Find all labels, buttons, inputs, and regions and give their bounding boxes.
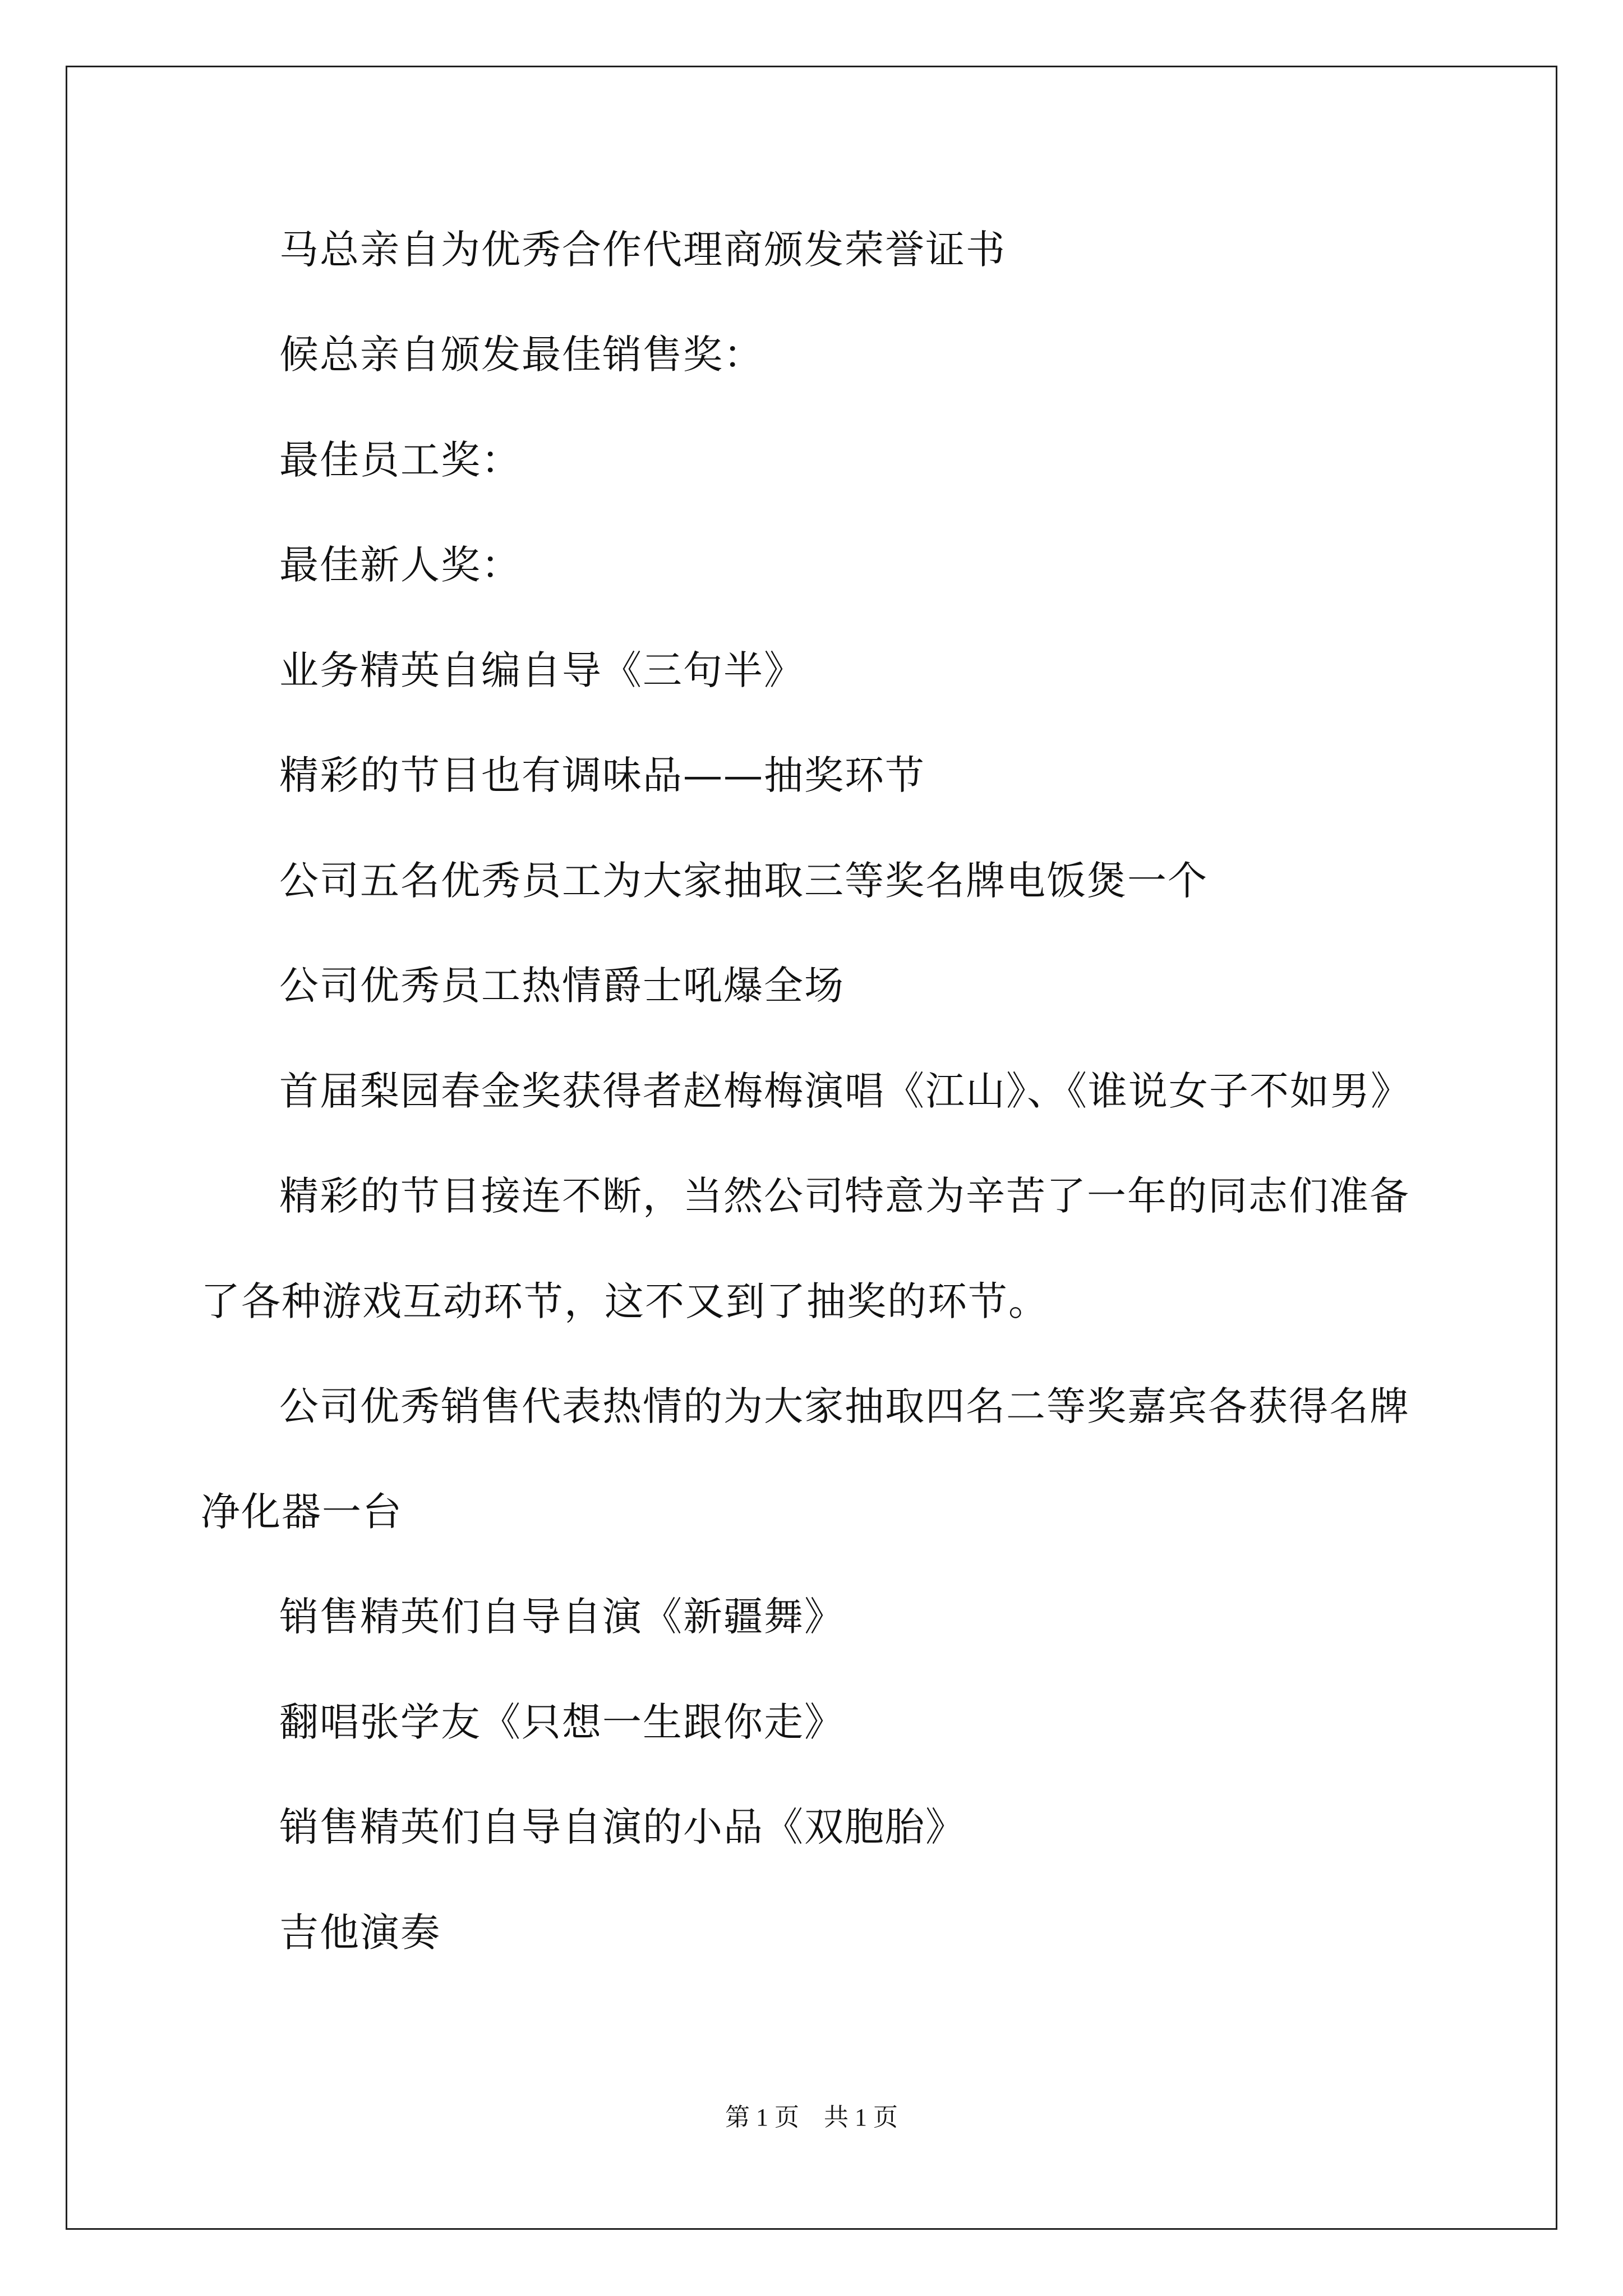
paragraph: 业务精英自编自导《三句半》 <box>279 647 804 693</box>
paragraph: 销售精英们自导自演的小品《双胞胎》 <box>279 1804 966 1850</box>
paragraph: 精彩的节目接连不断，当然公司特意为辛苦了一年的同志们准备 <box>279 1173 1410 1219</box>
paragraph: 公司优秀员工热情爵士吼爆全场 <box>279 963 845 1009</box>
page-number-footer: 第 1 页 共 1 页 <box>725 2104 898 2131</box>
paragraph: 精彩的节目也有调味品——抽奖环节 <box>279 752 925 798</box>
paragraph: 销售精英们自导自演《新疆舞》 <box>279 1594 845 1640</box>
paragraph: 首届梨园春金奖获得者赵梅梅演唱《江山》、《谁说女子不如男》 <box>279 1068 1411 1114</box>
paragraph: 最佳新人奖： <box>279 542 522 588</box>
paragraph: 最佳员工奖： <box>279 437 522 483</box>
paragraph: 吉他演奏 <box>279 1910 441 1955</box>
paragraph: 公司五名优秀员工为大家抽取三等奖名牌电饭煲一个 <box>279 858 1208 904</box>
paragraph: 翻唱张学友《只想一生跟你走》 <box>279 1699 845 1745</box>
paragraph-continuation: 净化器一台 <box>201 1489 403 1535</box>
paragraph-continuation: 了各种游戏互动环节，这不又到了抽奖的环节。 <box>201 1278 1049 1324</box>
paragraph: 公司优秀销售代表热情的为大家抽取四名二等奖嘉宾各获得名牌 <box>279 1383 1410 1429</box>
page-border <box>66 66 1557 2230</box>
paragraph: 候总亲自颁发最佳销售奖： <box>279 332 764 378</box>
paragraph: 马总亲自为优秀合作代理商颁发荣誉证书 <box>279 227 1006 273</box>
